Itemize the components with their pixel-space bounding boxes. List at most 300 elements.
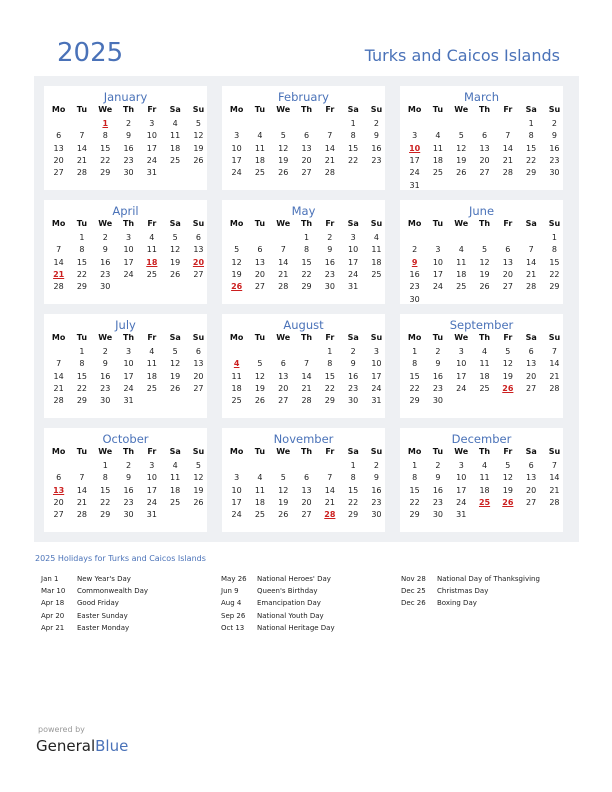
day-cell: 10: [432, 257, 444, 267]
day-cell: 6: [528, 347, 534, 356]
weekday-header: Sa: [525, 333, 537, 342]
day-cell: 13: [254, 257, 266, 267]
day-cell: 5: [458, 131, 464, 141]
weekday-header: Su: [370, 219, 383, 228]
day-cell: 5: [195, 461, 201, 470]
weekday-header: Fr: [147, 219, 157, 228]
day-cell: 10: [371, 359, 382, 369]
day-cell: 18: [254, 155, 266, 165]
day-cell: 31: [371, 396, 382, 406]
weekday-header: Th: [122, 105, 135, 114]
day-cell: 18: [254, 497, 266, 507]
day-cell: 2: [412, 245, 418, 255]
day-cell: 30: [549, 168, 560, 178]
day-cell: 6: [528, 461, 534, 470]
day-cell: 17: [146, 143, 157, 153]
weekday-header: Tu: [432, 447, 444, 456]
weekday-header: Sa: [169, 219, 181, 228]
month-january: [44, 86, 207, 190]
month-june: [400, 200, 563, 304]
day-cell: 7: [280, 245, 286, 255]
holiday-day-cell: 26: [502, 497, 514, 507]
day-cell: 27: [479, 168, 490, 178]
day-cell: 22: [100, 497, 111, 507]
day-cell: 11: [479, 359, 490, 369]
month-march: [400, 86, 563, 190]
day-cell: 11: [146, 359, 157, 369]
day-cell: 4: [373, 233, 379, 242]
day-cell: 4: [481, 461, 488, 470]
weekday-header: Fr: [325, 333, 335, 342]
day-cell: 21: [324, 497, 335, 507]
weekday-header: Fr: [503, 219, 513, 228]
day-cell: 30: [100, 282, 111, 292]
holiday-name: Easter Sunday: [77, 611, 128, 620]
weekday-header: Th: [122, 219, 135, 228]
day-cell: 15: [526, 143, 537, 153]
day-cell: 27: [502, 282, 513, 292]
weekday-header: Su: [370, 105, 383, 114]
day-cell: 17: [432, 269, 444, 279]
holiday-name: Boxing Day: [437, 599, 477, 608]
day-cell: 30: [432, 510, 444, 520]
weekday-header: Th: [122, 447, 135, 456]
day-cell: 28: [526, 282, 537, 292]
day-cell: 25: [432, 168, 444, 178]
day-cell: 9: [102, 245, 108, 255]
day-cell: 6: [481, 131, 488, 141]
day-cell: 3: [234, 473, 240, 483]
day-cell: 18: [456, 269, 467, 279]
day-cell: 26: [193, 155, 204, 165]
day-cell: 14: [549, 359, 560, 369]
holiday-date: Apr 20: [41, 611, 65, 620]
holiday-row: [41, 585, 148, 597]
day-cell: 27: [301, 168, 312, 178]
day-cell: 13: [301, 485, 312, 495]
day-cell: 3: [458, 347, 464, 356]
day-cell: 27: [53, 168, 64, 178]
day-cell: 3: [458, 461, 464, 470]
weekday-header: Th: [300, 333, 313, 342]
day-cell: 19: [231, 269, 242, 279]
day-cell: 29: [526, 168, 537, 178]
holiday-row: [401, 573, 540, 585]
weekday-header: Tu: [254, 219, 266, 228]
day-cell: 27: [301, 510, 312, 520]
day-cell: 14: [301, 371, 312, 381]
day-cell: 19: [278, 155, 289, 165]
day-cell: 4: [172, 461, 178, 470]
day-cell: 14: [549, 473, 560, 483]
day-cell: 14: [53, 257, 64, 267]
holiday-date: Oct 13: [221, 623, 245, 632]
day-cell: 28: [502, 168, 513, 178]
day-cell: 12: [456, 143, 467, 153]
weekday-header: Mo: [407, 447, 422, 456]
weekday-header: Mo: [407, 219, 422, 228]
holidays-title: 2025 Holidays for Turks and Caicos Islands: [35, 554, 206, 563]
month-name: June: [468, 204, 495, 218]
day-cell: 26: [456, 168, 467, 178]
day-cell: 1: [303, 233, 310, 242]
day-cell: 17: [231, 497, 242, 507]
weekday-header: We: [276, 333, 291, 342]
weekday-header: Tu: [432, 219, 444, 228]
day-cell: 26: [170, 383, 181, 393]
day-cell: 7: [551, 461, 557, 470]
day-cell: 24: [123, 269, 134, 279]
weekday-header: Mo: [229, 447, 244, 456]
day-cell: 31: [146, 510, 157, 520]
day-cell: 23: [123, 155, 134, 165]
day-cell: 29: [348, 510, 359, 520]
day-cell: 19: [456, 155, 467, 165]
day-cell: 28: [76, 168, 88, 178]
day-cell: 30: [324, 282, 335, 292]
weekday-header: Th: [300, 105, 313, 114]
day-cell: 19: [502, 371, 513, 381]
day-cell: 15: [100, 143, 111, 153]
day-cell: 7: [528, 245, 534, 255]
weekday-header: Mo: [51, 447, 66, 456]
day-cell: 12: [254, 371, 266, 381]
weekday-header: Fr: [147, 333, 157, 342]
weekday-header: Su: [548, 333, 561, 342]
day-cell: 21: [76, 497, 88, 507]
day-cell: 19: [193, 485, 204, 495]
weekday-header: Tu: [432, 105, 444, 114]
day-cell: 30: [123, 168, 134, 178]
holiday-row: [401, 597, 540, 609]
day-cell: 12: [278, 485, 289, 495]
day-cell: 12: [193, 473, 204, 483]
month-name: July: [115, 318, 136, 332]
holiday-column: [401, 573, 540, 610]
day-cell: 7: [505, 131, 511, 141]
month-name: August: [283, 318, 324, 332]
holiday-day-cell: 26: [231, 282, 243, 292]
brand-blue: Blue: [95, 737, 129, 755]
day-cell: 6: [303, 131, 310, 141]
holiday-day-cell: 13: [53, 485, 65, 495]
day-cell: 27: [193, 383, 204, 393]
day-cell: 14: [76, 485, 88, 495]
day-cell: 7: [327, 131, 333, 141]
month-november: [222, 428, 385, 532]
day-cell: 28: [278, 282, 289, 292]
weekday-header: Th: [478, 333, 491, 342]
weekday-header: We: [276, 105, 291, 114]
month-october: [44, 428, 207, 532]
day-cell: 29: [324, 396, 335, 406]
holiday-row: [41, 622, 148, 634]
day-cell: 19: [479, 269, 490, 279]
day-cell: 12: [170, 245, 181, 255]
day-cell: 16: [123, 143, 134, 153]
holiday-date: Apr 21: [41, 623, 65, 632]
day-cell: 24: [456, 383, 467, 393]
weekday-header: Mo: [229, 333, 244, 342]
weekday-header: We: [454, 333, 469, 342]
weekday-header: We: [98, 219, 113, 228]
day-cell: 31: [409, 180, 420, 190]
day-cell: 29: [409, 396, 420, 406]
day-cell: 10: [456, 473, 467, 483]
holiday-day-cell: 21: [53, 269, 65, 279]
holiday-name: Commonwealth Day: [77, 587, 149, 596]
day-cell: 21: [76, 155, 88, 165]
weekday-header: Mo: [51, 105, 66, 114]
day-cell: 2: [373, 119, 379, 128]
day-cell: 14: [53, 371, 64, 381]
day-cell: 18: [146, 371, 157, 381]
day-cell: 21: [53, 383, 64, 393]
day-cell: 11: [170, 131, 181, 141]
holiday-name: Easter Monday: [77, 623, 130, 632]
weekday-header: Tu: [432, 333, 444, 342]
day-cell: 8: [528, 131, 534, 141]
day-cell: 14: [502, 143, 513, 153]
day-cell: 8: [551, 245, 557, 255]
day-cell: 17: [231, 155, 242, 165]
month-name: December: [451, 432, 512, 446]
holiday-date: Aug 4: [221, 599, 242, 608]
day-cell: 25: [146, 269, 157, 279]
day-cell: 19: [193, 143, 204, 153]
day-cell: 12: [502, 473, 513, 483]
day-cell: 28: [301, 396, 312, 406]
day-cell: 3: [125, 233, 132, 242]
day-cell: 7: [551, 347, 557, 356]
holiday-date: Jun 9: [221, 587, 239, 596]
day-cell: 31: [146, 168, 157, 178]
day-cell: 15: [76, 257, 88, 267]
day-cell: 25: [231, 396, 242, 406]
day-cell: 18: [371, 257, 382, 267]
day-cell: 22: [409, 497, 420, 507]
month-april: [44, 200, 207, 304]
day-cell: 9: [435, 359, 441, 369]
weekday-header: Mo: [51, 219, 66, 228]
day-cell: 6: [195, 347, 201, 356]
day-cell: 1: [350, 461, 356, 470]
weekday-header: Sa: [525, 447, 537, 456]
day-cell: 14: [278, 257, 289, 267]
holiday-row: [41, 597, 148, 609]
day-cell: 4: [435, 131, 441, 141]
day-cell: 6: [280, 359, 286, 369]
day-cell: 24: [146, 155, 157, 165]
month-name: September: [449, 318, 514, 332]
day-cell: 10: [123, 359, 134, 369]
day-cell: 20: [502, 269, 513, 279]
day-cell: 15: [348, 143, 359, 153]
day-cell: 30: [432, 396, 444, 406]
holiday-name: National Heroes' Day: [257, 575, 331, 583]
weekday-header: Tu: [254, 447, 266, 456]
day-cell: 26: [278, 510, 289, 520]
day-cell: 1: [350, 119, 356, 128]
day-cell: 13: [526, 359, 537, 369]
holiday-name: Queen's Birthday: [257, 587, 318, 596]
day-cell: 7: [56, 245, 62, 255]
day-cell: 14: [324, 143, 335, 153]
day-cell: 12: [170, 359, 181, 369]
month-december: [400, 428, 563, 532]
weekday-header: Fr: [325, 447, 335, 456]
day-cell: 30: [123, 510, 134, 520]
weekday-header: We: [454, 105, 469, 114]
month-name: October: [102, 432, 149, 446]
holiday-day-cell: 9: [411, 257, 418, 267]
generalblue-logo[interactable]: [36, 737, 128, 755]
day-cell: 27: [254, 282, 266, 292]
day-cell: 27: [526, 383, 537, 393]
day-cell: 20: [479, 155, 490, 165]
weekday-header: Su: [192, 447, 205, 456]
day-cell: 2: [435, 461, 441, 470]
holiday-date: Jan 1: [41, 575, 59, 583]
day-cell: 8: [102, 473, 108, 483]
day-cell: 8: [350, 131, 356, 141]
day-cell: 10: [146, 131, 157, 141]
day-cell: 5: [257, 359, 263, 369]
day-cell: 23: [100, 269, 111, 279]
day-cell: 30: [371, 510, 382, 520]
day-cell: 1: [327, 347, 333, 356]
day-cell: 20: [53, 497, 64, 507]
weekday-header: Su: [192, 105, 205, 114]
month-name: November: [273, 432, 334, 446]
day-cell: 6: [56, 131, 62, 141]
weekday-header: Th: [478, 105, 491, 114]
day-cell: 16: [371, 143, 382, 153]
day-cell: 21: [278, 269, 289, 279]
day-cell: 29: [301, 282, 312, 292]
day-cell: 26: [479, 282, 490, 292]
day-cell: 24: [409, 168, 420, 178]
day-cell: 3: [412, 131, 418, 141]
weekday-header: Fr: [503, 333, 513, 342]
weekday-header: Th: [122, 333, 135, 342]
day-cell: 25: [456, 282, 467, 292]
day-cell: 10: [123, 245, 134, 255]
day-cell: 6: [303, 473, 310, 483]
day-cell: 22: [348, 155, 359, 165]
day-cell: 17: [348, 257, 359, 267]
day-cell: 1: [412, 347, 418, 356]
day-cell: 12: [502, 359, 513, 369]
weekday-header: Mo: [407, 105, 422, 114]
day-cell: 9: [125, 131, 132, 141]
day-cell: 11: [479, 473, 490, 483]
day-cell: 16: [348, 371, 359, 381]
day-cell: 31: [123, 396, 134, 406]
day-cell: 24: [348, 269, 359, 279]
holiday-day-cell: 10: [409, 143, 421, 153]
holiday-name: Good Friday: [77, 599, 119, 608]
day-cell: 18: [479, 371, 490, 381]
day-cell: 11: [254, 485, 266, 495]
day-cell: 18: [432, 155, 444, 165]
day-cell: 18: [231, 383, 242, 393]
day-cell: 26: [193, 497, 204, 507]
weekday-header: Fr: [325, 105, 335, 114]
weekday-header: Tu: [76, 105, 88, 114]
day-cell: 23: [432, 497, 444, 507]
day-cell: 8: [79, 359, 85, 369]
holiday-name: National Day of Thanksgiving: [437, 575, 540, 583]
day-cell: 15: [301, 257, 312, 267]
weekday-header: Tu: [76, 219, 88, 228]
holiday-name: Emancipation Day: [257, 599, 321, 608]
day-cell: 8: [327, 359, 333, 369]
day-cell: 25: [371, 269, 382, 279]
weekday-header: Su: [370, 447, 383, 456]
day-cell: 3: [373, 347, 379, 356]
day-cell: 2: [350, 347, 356, 356]
day-cell: 8: [350, 473, 356, 483]
day-cell: 6: [56, 473, 62, 483]
day-cell: 4: [149, 347, 155, 356]
weekday-header: Sa: [525, 105, 537, 114]
day-cell: 20: [53, 155, 64, 165]
day-cell: 16: [549, 143, 560, 153]
day-cell: 4: [172, 119, 178, 128]
day-cell: 30: [100, 396, 111, 406]
day-cell: 10: [456, 359, 467, 369]
day-cell: 25: [170, 497, 181, 507]
day-cell: 5: [280, 473, 286, 483]
day-cell: 23: [549, 155, 560, 165]
day-cell: 30: [409, 294, 420, 304]
day-cell: 9: [102, 359, 108, 369]
day-cell: 12: [231, 257, 242, 267]
day-cell: 17: [123, 257, 134, 267]
day-cell: 4: [257, 473, 263, 483]
day-cell: 1: [551, 233, 557, 242]
day-cell: 22: [409, 383, 420, 393]
day-cell: 27: [193, 269, 204, 279]
day-cell: 20: [526, 371, 537, 381]
day-cell: 16: [324, 257, 335, 267]
day-cell: 11: [254, 143, 266, 153]
day-cell: 11: [170, 473, 181, 483]
day-cell: 11: [432, 143, 444, 153]
holiday-name: New Year's Day: [77, 575, 131, 583]
day-cell: 21: [549, 371, 560, 381]
day-cell: 13: [479, 143, 490, 153]
weekday-header: Sa: [169, 447, 181, 456]
day-cell: 23: [324, 269, 335, 279]
day-cell: 13: [301, 143, 312, 153]
day-cell: 11: [371, 245, 382, 255]
day-cell: 16: [123, 485, 134, 495]
day-cell: 2: [102, 233, 108, 242]
day-cell: 20: [278, 383, 289, 393]
country-title: Turks and Caicos Islands: [364, 46, 560, 65]
day-cell: 6: [505, 245, 511, 255]
day-cell: 29: [76, 282, 88, 292]
day-cell: 19: [502, 485, 513, 495]
day-cell: 1: [102, 461, 108, 470]
month-name: May: [291, 204, 316, 218]
holiday-day-cell: 1: [102, 119, 109, 128]
day-cell: 16: [100, 257, 111, 267]
holiday-name: Christmas Day: [437, 587, 489, 596]
weekday-header: We: [98, 447, 113, 456]
